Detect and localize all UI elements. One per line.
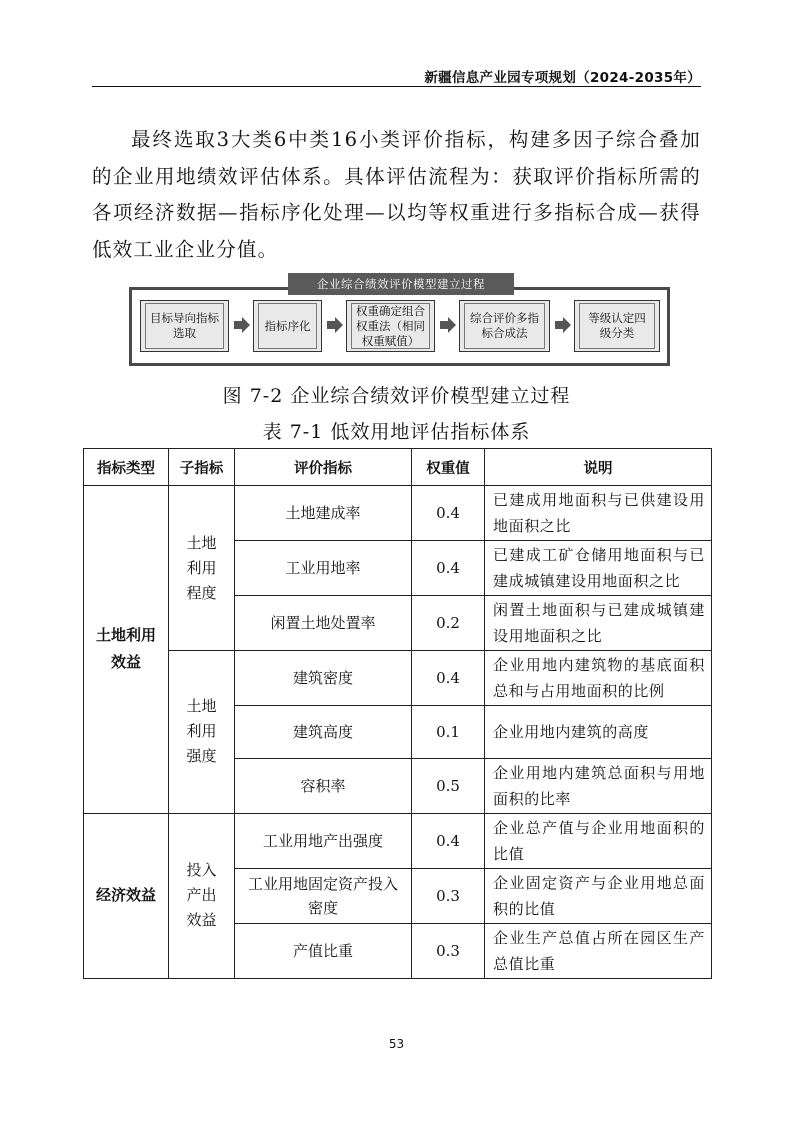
arrow-right-icon xyxy=(234,317,250,333)
process-step-4-label: 综合评价多指标合成法 xyxy=(464,303,545,349)
body-paragraph: 最终选取3大类6中类16小类评价指标，构建多因子综合叠加的企业用地绩效评估体系。具体评估流程为：获取评价指标所需的各项经济数据—指标序化处理—以均等权重进行多指标合成—获得低效工业企业分值。 xyxy=(92,128,701,261)
indicator-cell: 工业用地率 xyxy=(235,541,412,596)
indicator-cell: 容积率 xyxy=(235,758,412,813)
weight-cell: 0.5 xyxy=(412,758,485,813)
process-step-4 xyxy=(459,300,550,352)
process-step-3-label: 权重确定组合权重法（相同权重赋值） xyxy=(351,303,430,349)
process-step-5-label: 等级认定四级分类 xyxy=(579,303,655,349)
description-cell: 已建成用地面积与已供建设用地面积之比 xyxy=(485,486,712,541)
indicator-cell: 闲置土地处置率 xyxy=(235,596,412,651)
subcategory-cell: 土地利用程度 xyxy=(169,486,235,651)
indicator-cell: 建筑密度 xyxy=(235,651,412,706)
header-rule xyxy=(92,86,701,87)
arrow-right-icon xyxy=(327,317,343,333)
process-step-1-label: 目标导向指标选取 xyxy=(145,303,224,349)
col-header-desc: 说明 xyxy=(485,449,712,486)
col-header-type: 指标类型 xyxy=(84,449,169,486)
subcategory-cell: 土地利用强度 xyxy=(169,651,235,814)
process-step-2 xyxy=(253,300,322,352)
indicator-cell: 土地建成率 xyxy=(235,486,412,541)
process-step-2-label: 指标序化 xyxy=(258,303,317,349)
description-cell: 企业固定资产与企业用地总面积的比值 xyxy=(485,868,712,923)
weight-cell: 0.2 xyxy=(412,596,485,651)
running-header: 新疆信息产业园专项规划（2024-2035年） xyxy=(424,70,701,86)
table-row xyxy=(84,486,712,541)
page-number: 53 xyxy=(388,1037,405,1051)
col-header-sub: 子指标 xyxy=(169,449,235,486)
description-cell: 已建成工矿仓储用地面积与已建成城镇建设用地面积之比 xyxy=(485,541,712,596)
category-cell: 土地利用效益 xyxy=(84,486,169,814)
weight-cell: 0.1 xyxy=(412,706,485,759)
weight-cell: 0.4 xyxy=(412,813,485,868)
indicator-table xyxy=(83,448,712,979)
col-header-indicator: 评价指标 xyxy=(235,449,412,486)
arrow-right-icon xyxy=(440,317,456,333)
description-cell: 企业用地内建筑物的基底面积总和与占用地面积的比例 xyxy=(485,651,712,706)
description-cell: 企业生产总值占所在园区生产总值比重 xyxy=(485,923,712,978)
table-header-row xyxy=(84,449,712,486)
indicator-cell: 产值比重 xyxy=(235,923,412,978)
description-cell: 企业用地内建筑总面积与用地面积的比率 xyxy=(485,758,712,813)
indicator-cell: 工业用地产出强度 xyxy=(235,813,412,868)
table-row xyxy=(84,813,712,868)
figure-caption: 图 7-2 企业综合绩效评价模型建立过程 xyxy=(222,385,571,407)
diagram-title: 企业综合绩效评价模型建立过程 xyxy=(288,273,514,295)
indicator-cell: 工业用地固定资产投入密度 xyxy=(235,868,412,923)
subcategory-cell: 投入产出效益 xyxy=(169,813,235,978)
process-step-3 xyxy=(346,300,435,352)
indicator-cell: 建筑高度 xyxy=(235,706,412,759)
weight-cell: 0.3 xyxy=(412,868,485,923)
description-cell: 企业总产值与企业用地面积的比值 xyxy=(485,813,712,868)
process-step-5 xyxy=(574,300,660,352)
weight-cell: 0.4 xyxy=(412,486,485,541)
description-cell: 闲置土地面积与已建成城镇建设用地面积之比 xyxy=(485,596,712,651)
table-caption: 表 7-1 低效用地评估指标体系 xyxy=(262,421,531,443)
weight-cell: 0.4 xyxy=(412,651,485,706)
table-row xyxy=(84,651,712,706)
weight-cell: 0.3 xyxy=(412,923,485,978)
col-header-weight: 权重值 xyxy=(412,449,485,486)
weight-cell: 0.4 xyxy=(412,541,485,596)
category-cell: 经济效益 xyxy=(84,813,169,978)
process-step-1 xyxy=(140,300,229,352)
description-cell: 企业用地内建筑的高度 xyxy=(485,706,712,759)
arrow-right-icon xyxy=(555,317,571,333)
